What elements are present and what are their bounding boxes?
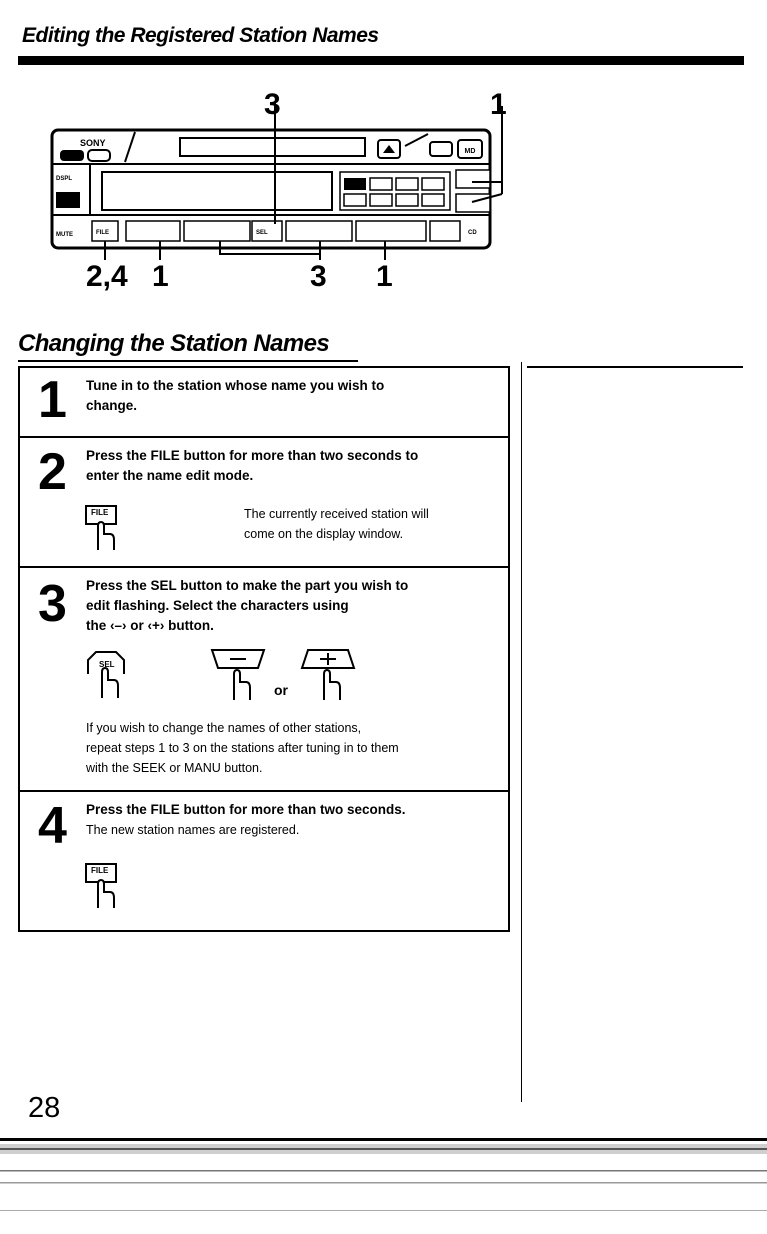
step-4-line: Press the FILE button for more than two seconds. bbox=[86, 802, 406, 817]
callout-top-3: 3 bbox=[264, 88, 281, 121]
mute-label: MUTE bbox=[56, 232, 73, 238]
page-title: Editing the Registered Station Names bbox=[22, 24, 379, 47]
or-text: or bbox=[274, 682, 288, 698]
sel-button-label: SEL bbox=[256, 230, 268, 236]
step-3-line: Press the SEL button to make the part you wish to bbox=[86, 578, 409, 593]
step-2-note-line: come on the display window. bbox=[244, 527, 404, 541]
sel-button-press-icon bbox=[84, 648, 128, 698]
section-rule bbox=[18, 360, 358, 362]
step-divider bbox=[18, 436, 510, 438]
step-divider bbox=[18, 790, 510, 792]
md-button-label: MD bbox=[464, 148, 476, 155]
minus-button-press-icon bbox=[208, 646, 268, 700]
step-2-text bbox=[86, 446, 418, 486]
step-1-line: Tune in to the station whose name you wish to bbox=[86, 378, 385, 393]
brand-logo: SONY bbox=[80, 138, 106, 148]
sel-button-label: SEL bbox=[99, 660, 115, 669]
step-3-note bbox=[86, 718, 399, 778]
step-1-number: 1 bbox=[38, 371, 67, 429]
page-number: 28 bbox=[28, 1092, 61, 1124]
step-2-note-line: The currently received station will bbox=[244, 507, 429, 521]
sidebar-rule bbox=[527, 366, 743, 368]
file-button-label: FILE bbox=[91, 508, 109, 517]
step-2-line: enter the name edit mode. bbox=[86, 468, 254, 483]
callout-top-1: 1 bbox=[490, 88, 507, 121]
column-divider bbox=[521, 362, 522, 1102]
step-1-line: change. bbox=[86, 398, 138, 413]
step-3-number: 3 bbox=[38, 575, 67, 633]
file-button-label: FILE bbox=[96, 230, 109, 236]
step-4-text bbox=[86, 800, 406, 840]
section-title: Changing the Station Names bbox=[18, 330, 330, 357]
step-3-line: edit flashing. Select the characters using bbox=[86, 598, 349, 613]
header-rule bbox=[18, 56, 744, 65]
callout-bottom-1b: 1 bbox=[376, 260, 393, 293]
step-divider bbox=[18, 566, 510, 568]
callout-bottom-1a: 1 bbox=[152, 260, 169, 293]
file-button-label: FILE bbox=[91, 866, 109, 875]
step-2-number: 2 bbox=[38, 443, 67, 501]
step-3-note-line: repeat steps 1 to 3 on the stations after tuning in to them bbox=[86, 741, 399, 755]
plus-button-press-icon bbox=[298, 646, 358, 700]
cd-button-label: CD bbox=[468, 230, 477, 236]
step-4-line: The new station names are registered. bbox=[86, 823, 300, 837]
step-1-text bbox=[86, 376, 384, 416]
step-2-note bbox=[244, 504, 429, 544]
callout-bottom-2-4: 2,4 bbox=[86, 260, 128, 293]
step-3-text bbox=[86, 576, 408, 636]
step-3-note-line: If you wish to change the names of other stations, bbox=[86, 721, 362, 735]
callout-bottom-3: 3 bbox=[310, 260, 327, 293]
step-3-line: the ‹–› or ‹+› button. bbox=[86, 618, 214, 633]
step-3-note-line: with the SEEK or MANU button. bbox=[86, 761, 263, 775]
scan-noise bbox=[0, 1130, 767, 1220]
dspl-label: DSPL bbox=[56, 176, 73, 182]
step-2-line: Press the FILE button for more than two seconds to bbox=[86, 448, 419, 463]
step-4-number: 4 bbox=[38, 797, 67, 855]
